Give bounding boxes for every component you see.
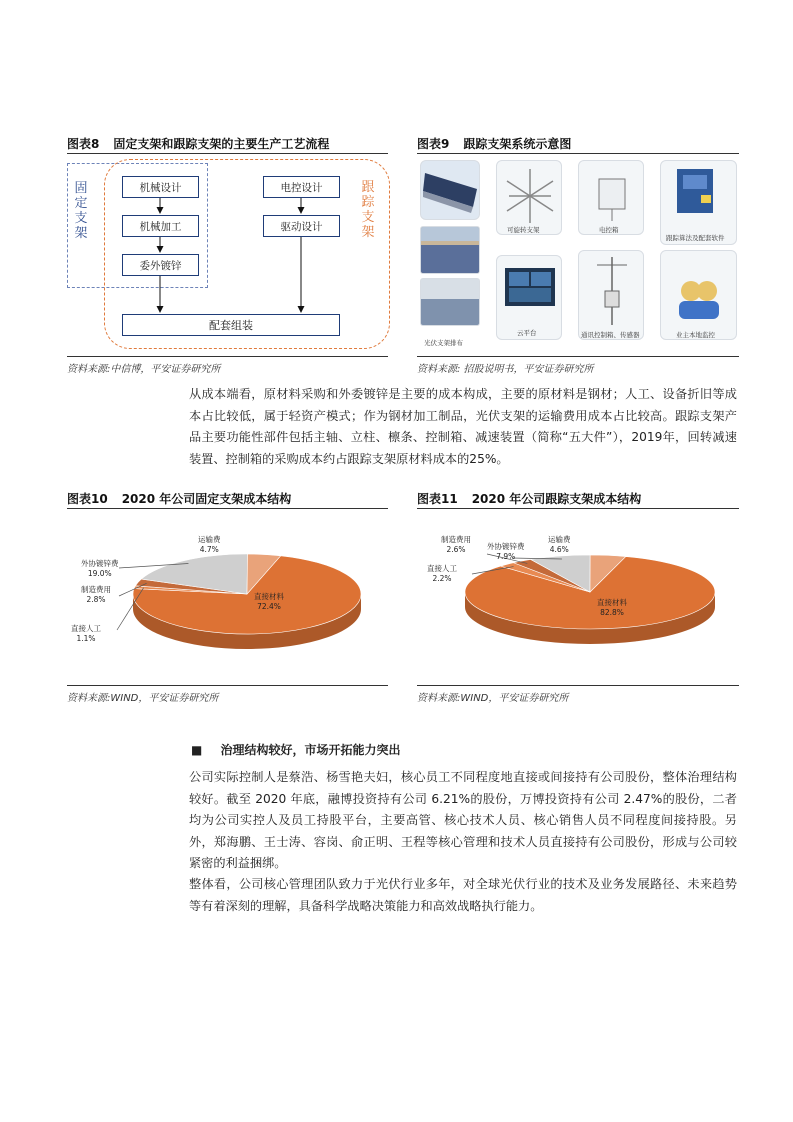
section-heading-text: 治理结构较好，市场开拓能力突出 bbox=[220, 743, 401, 757]
control-box-image bbox=[578, 160, 644, 235]
sensors-image bbox=[578, 250, 644, 340]
pie-label-category: 制造费用 bbox=[441, 535, 471, 544]
array-photo-2 bbox=[420, 278, 480, 326]
pie-label-category: 直接材料 bbox=[254, 592, 284, 601]
fig8-source: 资料来源:中信博，平安证券研究所 bbox=[67, 364, 221, 375]
pie-label-value: 7.9% bbox=[496, 552, 516, 561]
array-photo-1 bbox=[420, 226, 480, 274]
control-design-box: 电控设计 bbox=[263, 176, 340, 198]
pie-label-category: 直接人工 bbox=[427, 564, 457, 573]
mech-process-box: 机械加工 bbox=[122, 215, 199, 237]
fig10-top-rule bbox=[67, 508, 388, 509]
pie-label-outsourced-galvanizing bbox=[487, 542, 525, 562]
pie-label-transport bbox=[198, 535, 221, 555]
pie-label-category: 制造费用 bbox=[81, 585, 111, 594]
fig10-number: 图表10 bbox=[67, 492, 108, 506]
fig10-pie-chart bbox=[67, 512, 388, 682]
fig8-number: 图表8 bbox=[67, 137, 100, 151]
fig11-bottom-rule bbox=[417, 685, 739, 686]
fig11-number: 图表11 bbox=[417, 492, 458, 506]
pie-label-category: 运输费 bbox=[548, 535, 571, 544]
pie-label-value: 19.0% bbox=[87, 569, 112, 578]
cloud-platform-caption: 云平台 bbox=[517, 329, 537, 337]
pie-label-category: 直接材料 bbox=[597, 598, 627, 607]
software-image bbox=[660, 160, 737, 245]
array-caption: 光伏支架排布 bbox=[424, 339, 463, 347]
fig9-title-text: 跟踪支架系统示意图 bbox=[463, 137, 572, 151]
pie-label-direct-labor bbox=[71, 624, 101, 644]
pie-label-value: 4.7% bbox=[199, 545, 219, 554]
fig9-title bbox=[417, 135, 571, 152]
pie-label-value: 2.6% bbox=[446, 545, 466, 554]
fig9-bottom-rule bbox=[417, 356, 739, 357]
fig11-title-text: 2020 年公司跟踪支架成本结构 bbox=[471, 492, 642, 506]
fig10-bottom-rule bbox=[67, 685, 388, 686]
fig9-number: 图表9 bbox=[417, 137, 450, 151]
pie-label-value: 2.8% bbox=[86, 595, 106, 604]
fig8-bottom-rule bbox=[67, 356, 388, 357]
rotating-mount-caption: 可旋转支架 bbox=[507, 226, 540, 234]
fig8-top-rule bbox=[67, 153, 388, 154]
solar-panel-image bbox=[420, 160, 480, 220]
fig8-title-text: 固定支架和跟踪支架的主要生产工艺流程 bbox=[113, 137, 330, 151]
pie-label-category: 运输费 bbox=[198, 535, 221, 544]
pie-label-manufacturing-cost bbox=[441, 535, 471, 555]
cloud-platform-image bbox=[496, 255, 562, 340]
monitoring-image bbox=[660, 250, 737, 340]
rotating-mount-image bbox=[496, 160, 562, 235]
fig10-title bbox=[67, 490, 291, 507]
pie-label-outsourced-galvanizing bbox=[81, 559, 119, 579]
section-paragraph-2: 整体看，公司核心管理团队致力于光伏行业多年，对全球光伏行业的技术及业务发展路径、未来趋势等有着深刻的理解，具备科学战略决策能力和高效战略执行能力。 bbox=[189, 877, 737, 913]
fig8-title bbox=[67, 135, 329, 152]
fig11-top-rule bbox=[417, 508, 739, 509]
pie-label-direct-labor bbox=[427, 564, 457, 584]
pie-label-category: 外协镀锌费 bbox=[487, 542, 525, 551]
section-paragraph-1: 公司实际控制人是蔡浩、杨雪艳夫妇，核心员工不同程度地直接或间接持有公司股份，整体治理结构较好。截至 2020 年底，融博投资持有公司 6.21%的股份，万博投资持有公司 2.47%的股份，二者均为公司实控人及员工持股平台，主要高管、核心技术人员、核心销售人员不同程度间接持股。另外，郑海鹏、王士涛、容岗、俞正明、王程等核心管理和技术人员直接持有公司股份，形成与公司较紧密的利益捆绑。 bbox=[189, 770, 737, 870]
mech-design-box: 机械设计 bbox=[122, 176, 199, 198]
fig9-source: 资料来源: 招股说明书，平安证券研究所 bbox=[417, 364, 594, 375]
pie-label-value: 72.4% bbox=[257, 602, 281, 611]
pie-label-value: 4.6% bbox=[549, 545, 569, 554]
flow-arrows bbox=[100, 160, 360, 330]
drive-design-box: 驱动设计 bbox=[263, 215, 340, 237]
assembly-box: 配套组装 bbox=[122, 314, 340, 336]
pie-label-direct-material bbox=[597, 598, 627, 618]
galvanize-box: 委外镀锌 bbox=[122, 254, 199, 276]
fig9-top-rule bbox=[417, 153, 739, 154]
pie-label-manufacturing-cost bbox=[81, 585, 111, 605]
software-caption: 跟踪算法及配套软件 bbox=[666, 234, 725, 242]
section-bullet: ■ bbox=[191, 743, 203, 757]
control-box-caption: 电控箱 bbox=[599, 226, 619, 234]
fig10-title-text: 2020 年公司固定支架成本结构 bbox=[121, 492, 292, 506]
monitoring-caption: 业主本地监控 bbox=[676, 331, 715, 339]
pie-label-direct-material bbox=[254, 592, 284, 612]
fixed-mount-label: 固定支架 bbox=[74, 181, 88, 241]
tracking-mount-label: 跟踪支架 bbox=[361, 180, 375, 240]
sensors-caption: 通讯控制箱、传感器 bbox=[581, 331, 640, 339]
fig11-title bbox=[417, 490, 641, 507]
section-heading bbox=[191, 741, 401, 758]
fig10-source: 资料来源:WIND，平安证券研究所 bbox=[67, 693, 219, 704]
pie-label-value: 82.8% bbox=[600, 608, 624, 617]
pie-label-value: 1.1% bbox=[76, 634, 96, 643]
pie-label-transport bbox=[548, 535, 571, 555]
pie-label-category: 外协镀锌费 bbox=[81, 559, 119, 568]
pie-label-category: 直接人工 bbox=[71, 624, 101, 633]
intro-paragraph: 从成本端看，原材料采购和外委镀锌是主要的成本构成，主要的原材料是钢材；人工、设备折旧等成本占比较低，属于轻资产模式；作为钢材加工制品，光伏支架的运输费用成本占比较高。跟踪支架产品主要功能性部件包括主轴、立柱、檩条、控制箱、减速装置（简称“五大件”），2019年，回转减速装置、控制箱的采购成本约占跟踪支架原材料成本的25%。 bbox=[189, 387, 737, 466]
pie-label-value: 2.2% bbox=[432, 574, 452, 583]
fig11-source: 资料来源:WIND，平安证券研究所 bbox=[417, 693, 569, 704]
